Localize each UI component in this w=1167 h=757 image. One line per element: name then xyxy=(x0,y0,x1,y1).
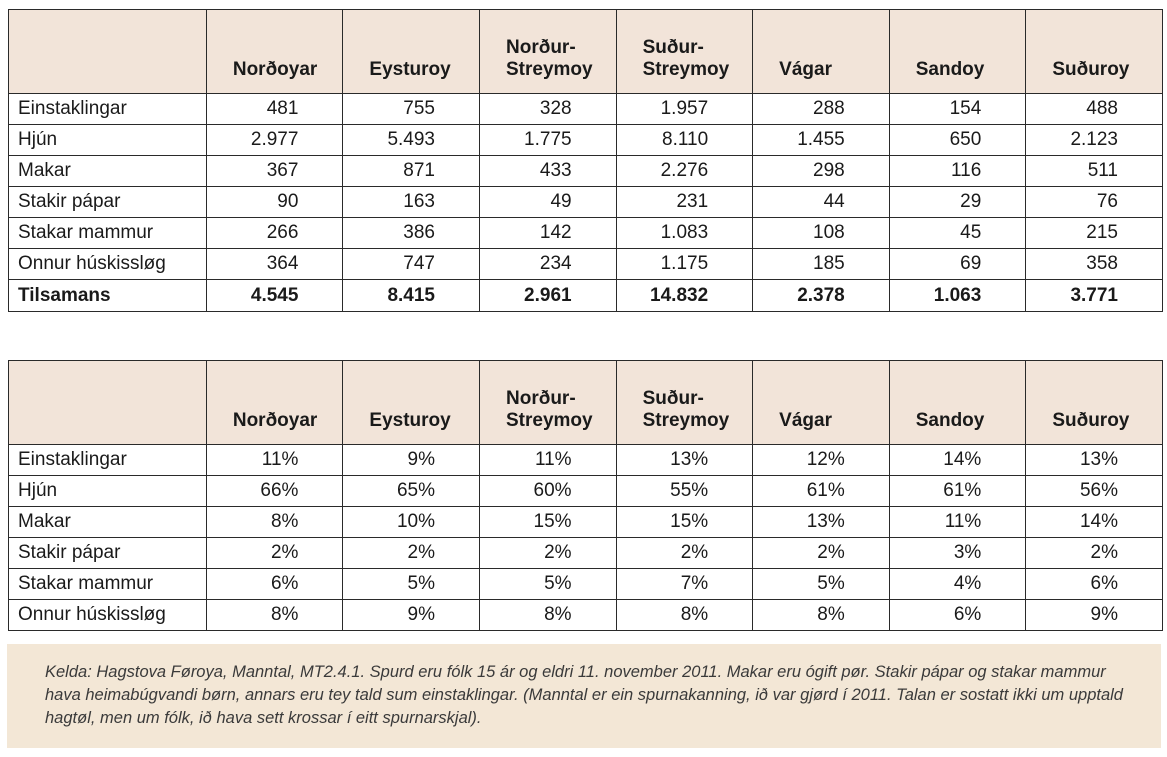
table-row xyxy=(9,94,1163,125)
data-cell: 6% xyxy=(1026,569,1163,600)
household-percent-table xyxy=(8,360,1163,631)
column-header: Norður- Streymoy xyxy=(480,10,617,94)
data-cell: 7% xyxy=(616,569,753,600)
data-cell: 747 xyxy=(343,249,480,280)
column-header: Norður- Streymoy xyxy=(480,361,617,445)
table-row xyxy=(9,569,1163,600)
data-cell: 2% xyxy=(206,538,343,569)
table-row xyxy=(9,538,1163,569)
data-cell: 61% xyxy=(753,476,890,507)
data-cell: 358 xyxy=(1026,249,1163,280)
data-cell: 871 xyxy=(343,156,480,187)
data-cell: 15% xyxy=(480,507,617,538)
column-header: Norðoyar xyxy=(206,361,343,445)
row-label: Onnur húskissløg xyxy=(9,249,207,280)
data-cell: 364 xyxy=(206,249,343,280)
total-cell: 8.415 xyxy=(343,280,480,312)
data-cell: 2% xyxy=(343,538,480,569)
table-row xyxy=(9,187,1163,218)
data-cell: 6% xyxy=(206,569,343,600)
total-cell: 14.832 xyxy=(616,280,753,312)
data-cell: 9% xyxy=(343,600,480,631)
table-row xyxy=(9,600,1163,631)
data-cell: 1.957 xyxy=(616,94,753,125)
data-cell: 29 xyxy=(889,187,1026,218)
data-cell: 231 xyxy=(616,187,753,218)
data-cell: 14% xyxy=(1026,507,1163,538)
data-cell: 488 xyxy=(1026,94,1163,125)
data-cell: 511 xyxy=(1026,156,1163,187)
data-cell: 15% xyxy=(616,507,753,538)
total-cell: 1.063 xyxy=(889,280,1026,312)
total-cell: 2.378 xyxy=(753,280,890,312)
table-row xyxy=(9,249,1163,280)
row-label: Stakar mammur xyxy=(9,569,207,600)
data-cell: 6% xyxy=(889,600,1026,631)
data-cell: 55% xyxy=(616,476,753,507)
row-label: Makar xyxy=(9,507,207,538)
column-header: Suðuroy xyxy=(1026,10,1163,94)
table-row xyxy=(9,156,1163,187)
data-cell: 65% xyxy=(343,476,480,507)
data-cell: 8% xyxy=(616,600,753,631)
data-cell: 266 xyxy=(206,218,343,249)
data-cell: 154 xyxy=(889,94,1026,125)
data-cell: 13% xyxy=(753,507,890,538)
data-cell: 90 xyxy=(206,187,343,218)
data-cell: 45 xyxy=(889,218,1026,249)
data-cell: 1.083 xyxy=(616,218,753,249)
data-cell: 288 xyxy=(753,94,890,125)
row-label: Stakar mammur xyxy=(9,218,207,249)
source-note: Kelda: Hagstova Føroya, Manntal, MT2.4.1. Spurd eru fólk 15 ár og eldri 11. november 2011. Makar eru ógift pør. Stakir pápar og stakar mammur hava heimabúgvandi børn, annars eru tey tald sum einstaklingar. (Manntal er ein spurnakanning, ið var gjørd í 2011. Talan er sostatt ikki um upptald hagtøl, men um fólk, ið hava sett krossar í eitt spurnarskjal). xyxy=(7,644,1161,748)
table-row xyxy=(9,445,1163,476)
row-label: Stakir pápar xyxy=(9,538,207,569)
row-label: Hjún xyxy=(9,125,207,156)
data-cell: 298 xyxy=(753,156,890,187)
data-cell: 1.775 xyxy=(480,125,617,156)
header-row xyxy=(9,10,1163,94)
data-cell: 2% xyxy=(1026,538,1163,569)
data-cell: 44 xyxy=(753,187,890,218)
data-cell: 234 xyxy=(480,249,617,280)
household-counts-table xyxy=(8,9,1163,312)
row-label: Hjún xyxy=(9,476,207,507)
data-cell: 163 xyxy=(343,187,480,218)
data-cell: 12% xyxy=(753,445,890,476)
column-header: Suðuroy xyxy=(1026,361,1163,445)
data-cell: 13% xyxy=(1026,445,1163,476)
column-header: Norðoyar xyxy=(206,10,343,94)
data-cell: 8% xyxy=(206,600,343,631)
table-row xyxy=(9,507,1163,538)
column-header: Suður- Streymoy xyxy=(616,361,753,445)
data-cell: 142 xyxy=(480,218,617,249)
table-row xyxy=(9,125,1163,156)
data-cell: 755 xyxy=(343,94,480,125)
data-cell: 215 xyxy=(1026,218,1163,249)
data-cell: 108 xyxy=(753,218,890,249)
data-cell: 76 xyxy=(1026,187,1163,218)
data-cell: 10% xyxy=(343,507,480,538)
data-cell: 8% xyxy=(480,600,617,631)
data-cell: 185 xyxy=(753,249,890,280)
corner-cell xyxy=(9,10,207,94)
data-cell: 5% xyxy=(480,569,617,600)
data-cell: 386 xyxy=(343,218,480,249)
column-header: Vágar xyxy=(753,361,890,445)
column-header: Eysturoy xyxy=(343,10,480,94)
column-header: Sandoy xyxy=(889,10,1026,94)
total-cell: 3.771 xyxy=(1026,280,1163,312)
data-cell: 2.123 xyxy=(1026,125,1163,156)
row-label: Onnur húskissløg xyxy=(9,600,207,631)
total-cell: 2.961 xyxy=(480,280,617,312)
data-cell: 9% xyxy=(1026,600,1163,631)
data-cell: 8% xyxy=(206,507,343,538)
column-header: Sandoy xyxy=(889,361,1026,445)
data-cell: 69 xyxy=(889,249,1026,280)
column-header: Suður- Streymoy xyxy=(616,10,753,94)
data-cell: 60% xyxy=(480,476,617,507)
row-label: Makar xyxy=(9,156,207,187)
data-cell: 650 xyxy=(889,125,1026,156)
data-cell: 481 xyxy=(206,94,343,125)
data-cell: 11% xyxy=(889,507,1026,538)
data-cell: 5% xyxy=(343,569,480,600)
data-cell: 61% xyxy=(889,476,1026,507)
total-label: Tilsamans xyxy=(9,280,207,312)
row-label: Einstaklingar xyxy=(9,445,207,476)
data-cell: 2% xyxy=(753,538,890,569)
corner-cell xyxy=(9,361,207,445)
data-cell: 11% xyxy=(206,445,343,476)
data-cell: 49 xyxy=(480,187,617,218)
data-cell: 433 xyxy=(480,156,617,187)
data-cell: 2.276 xyxy=(616,156,753,187)
row-label: Einstaklingar xyxy=(9,94,207,125)
table-row xyxy=(9,218,1163,249)
total-row xyxy=(9,280,1163,312)
data-cell: 2% xyxy=(616,538,753,569)
data-cell: 3% xyxy=(889,538,1026,569)
data-cell: 8.110 xyxy=(616,125,753,156)
header-row xyxy=(9,361,1163,445)
data-cell: 4% xyxy=(889,569,1026,600)
data-cell: 367 xyxy=(206,156,343,187)
data-cell: 5.493 xyxy=(343,125,480,156)
data-cell: 66% xyxy=(206,476,343,507)
data-cell: 1.455 xyxy=(753,125,890,156)
data-cell: 2% xyxy=(480,538,617,569)
data-cell: 11% xyxy=(480,445,617,476)
table-row xyxy=(9,476,1163,507)
data-cell: 2.977 xyxy=(206,125,343,156)
data-cell: 14% xyxy=(889,445,1026,476)
column-header: Eysturoy xyxy=(343,361,480,445)
data-cell: 5% xyxy=(753,569,890,600)
total-cell: 4.545 xyxy=(206,280,343,312)
data-cell: 8% xyxy=(753,600,890,631)
data-cell: 116 xyxy=(889,156,1026,187)
column-header: Vágar xyxy=(753,10,890,94)
data-cell: 328 xyxy=(480,94,617,125)
data-cell: 9% xyxy=(343,445,480,476)
data-cell: 56% xyxy=(1026,476,1163,507)
data-cell: 1.175 xyxy=(616,249,753,280)
row-label: Stakir pápar xyxy=(9,187,207,218)
data-cell: 13% xyxy=(616,445,753,476)
